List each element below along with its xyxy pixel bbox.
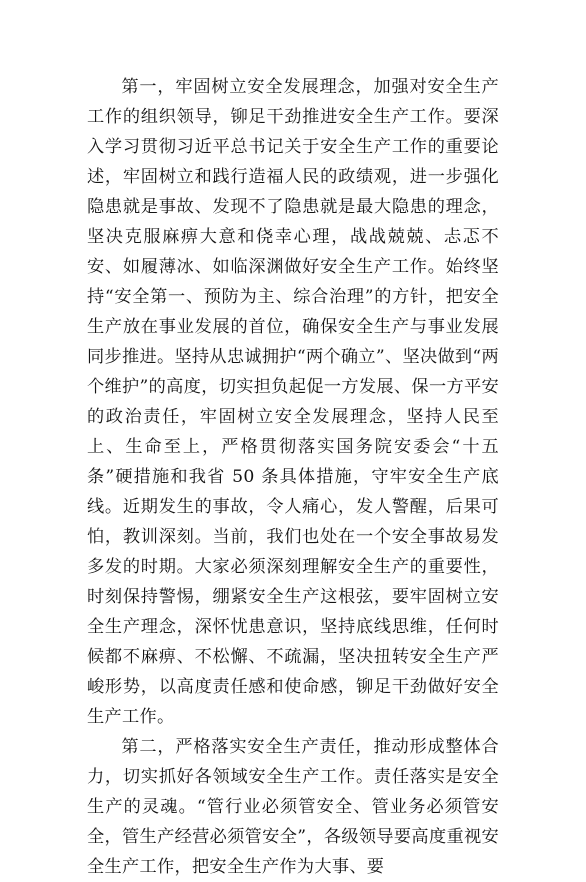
- document-body: [87, 72, 499, 882]
- paragraph-2: 第二，严格落实安全生产责任，推动形成整体合力，切实抓好各领域安全生产工作。责任落实是安全生产的灵魂。“管行业必须管安全、管业务必须管安全，管生产经营必须管安全”，各级领导要高度重视安全生产工作，把安全生产作为大事、要: [87, 737, 499, 877]
- paragraph-1: 第一，牢固树立安全发展理念，加强对安全生产工作的组织领导，铆足干劲推进安全生产工作。要深入学习贯彻习近平总书记关于安全生产工作的重要论述，牢固树立和践行造福人民的政绩观，进一步强化隐患就是事故、发现不了隐患就是最大隐患的理念，坚决克服麻痹大意和侥幸心理，战战兢兢、忐忑不安、如履薄冰、如临深渊做好安全生产工作。始终坚持“安全第一、预防为主、综合治理”的方针，把安全生产放在事业发展的首位，确保安全生产与事业发展同步推进。坚持从忠诚拥护“两个确立”、坚决做到“两个维护”的高度，切实担负起促一方发展、保一方平安的政治责任，牢固树立安全发展理念，坚持人民至上、生命至上，严格贯彻落实国务院安委会“十五条”硬措施和我省 50 条具体措施，守牢安全生产底线。近期发生的事故，令人痛心，发人警醒，后果可怕，教训深刻。当前，我们也处在一个安全事故易发多发的时期。大家必须深刻理解安全生产的重要性，时刻保持警惕，绷紧安全生产这根弦，要牢固树立安全生产理念，深怀忧患意识，坚持底线思维，任何时候都不麻痹、不松懈、不疏漏，坚决扭转安全生产严峻形势，以高度责任感和使命感，铆足干劲做好安全生产工作。: [87, 77, 499, 727]
